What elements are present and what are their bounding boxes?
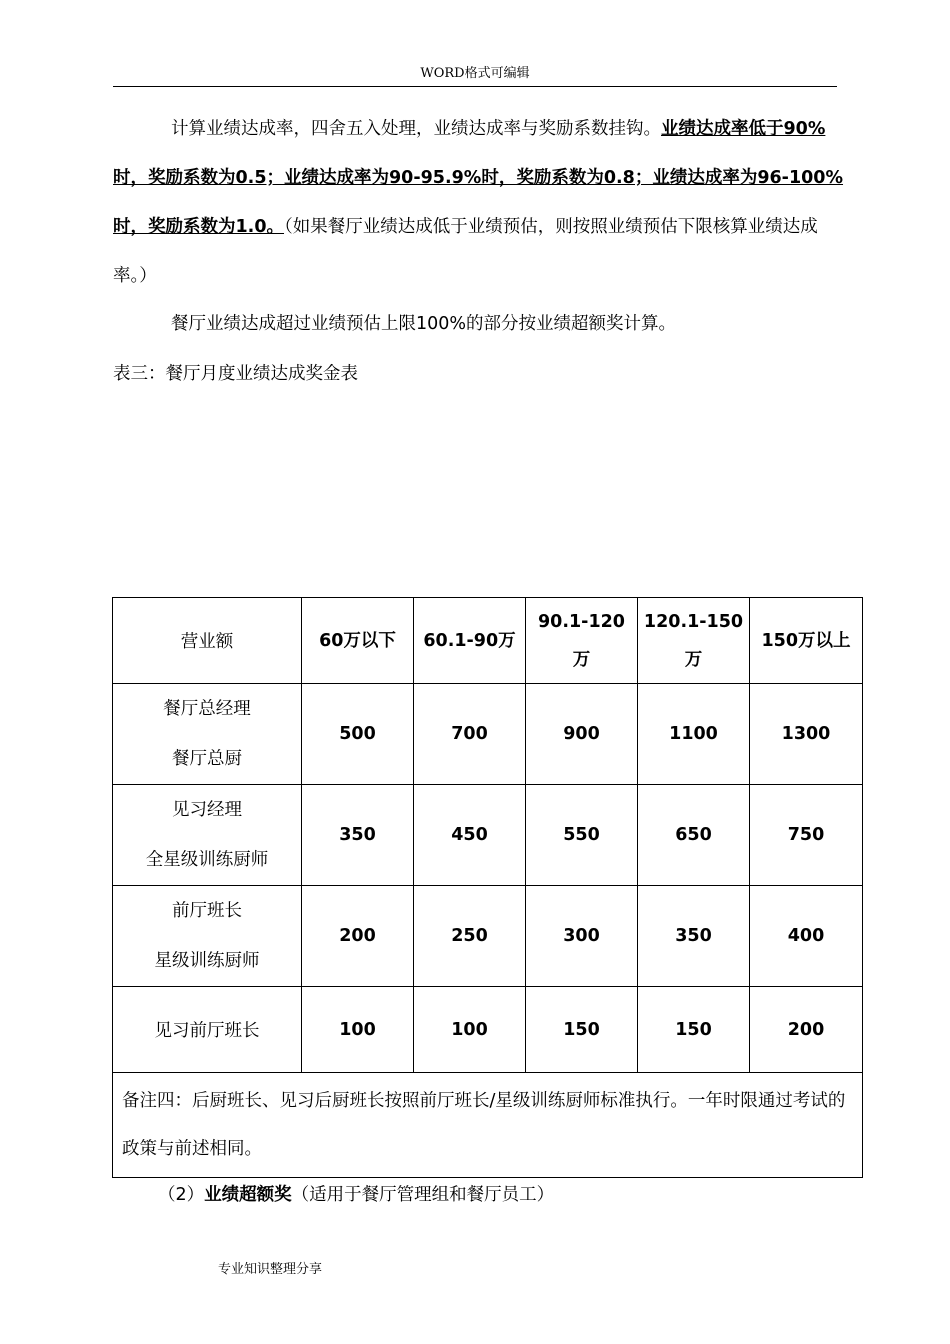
bonus-table xyxy=(112,597,863,1178)
page-header: WORD格式可编辑 xyxy=(113,62,837,87)
paragraph-lead: 计算业绩达成率，四舍五入处理，业绩达成率与奖励系数挂钩。 xyxy=(171,119,661,139)
paragraph-excess-text: 餐厅业绩达成超过业绩预估上限100%的部分按业绩超额奖计算。 xyxy=(171,314,677,334)
value-cell: 150 xyxy=(638,987,750,1073)
value-cell: 100 xyxy=(414,987,526,1073)
value-cell: 300 xyxy=(526,886,638,987)
value-cell: 100 xyxy=(302,987,414,1073)
value-cell: 150 xyxy=(526,987,638,1073)
subheading-suffix: （适用于餐厅管理组和餐厅员工） xyxy=(291,1185,555,1205)
value-cell: 700 xyxy=(414,684,526,785)
header-cell: 60万以下 xyxy=(302,598,414,684)
value-cell: 500 xyxy=(302,684,414,785)
value-cell: 350 xyxy=(302,785,414,886)
role-name: 星级训练厨师 xyxy=(154,951,260,971)
role-name: 前厅班长 xyxy=(172,901,242,921)
value-cell: 350 xyxy=(638,886,750,987)
role-name: 餐厅总经理 xyxy=(163,699,251,719)
value-cell: 450 xyxy=(414,785,526,886)
value-cell: 400 xyxy=(750,886,863,987)
value-cell: 250 xyxy=(414,886,526,987)
role-name: 餐厅总厨 xyxy=(172,749,242,769)
header-cell xyxy=(638,598,750,684)
table-row xyxy=(113,886,863,987)
header-cell-revenue: 营业额 xyxy=(113,598,302,684)
paragraph-emphasis: 业绩达成率低于90%时，奖励系数为0.5；业绩达成率为90-95.9%时，奖励系数为0.8；业绩达成率为96-100%时，奖励系数为1.0。 xyxy=(113,119,844,237)
paragraph-excess xyxy=(113,300,843,349)
paragraph-achievement-rate xyxy=(113,105,843,301)
header-cell-text: 120.1-150万 xyxy=(643,611,744,670)
value-cell: 1300 xyxy=(750,684,863,785)
table-row xyxy=(113,785,863,886)
value-cell: 550 xyxy=(526,785,638,886)
table-header-row xyxy=(113,598,863,684)
header-cell: 60.1-90万 xyxy=(414,598,526,684)
value-cell: 750 xyxy=(750,785,863,886)
table-note: 备注四：后厨班长、见习后厨班长按照前厅班长/星级训练厨师标准执行。一年时限通过考试的政策与前述相同。 xyxy=(113,1073,863,1178)
table-row xyxy=(113,987,863,1073)
value-cell: 900 xyxy=(526,684,638,785)
paragraph-tail: （如果餐厅业绩达成低于业绩预估，则按照业绩预估下限核算业绩达成率。） xyxy=(113,217,818,286)
role-name: 全星级训练厨师 xyxy=(145,850,269,870)
role-cell xyxy=(113,785,302,886)
value-cell: 1100 xyxy=(638,684,750,785)
header-cell-text: 90.1-120万 xyxy=(538,611,625,670)
role-name: 见习经理 xyxy=(172,800,242,820)
section-subheading xyxy=(158,1172,554,1218)
role-cell xyxy=(113,886,302,987)
table-note-row xyxy=(113,1073,863,1178)
value-cell: 200 xyxy=(302,886,414,987)
role-cell xyxy=(113,684,302,785)
header-cell xyxy=(526,598,638,684)
subheading-bold: 业绩超额奖 xyxy=(204,1185,292,1205)
header-cell: 150万以上 xyxy=(750,598,863,684)
table-row xyxy=(113,684,863,785)
role-cell xyxy=(113,987,302,1073)
page-footer: 专业知识整理分享 xyxy=(218,1262,323,1277)
value-cell: 200 xyxy=(750,987,863,1073)
table-caption: 表三：餐厅月度业绩达成奖金表 xyxy=(113,364,358,384)
subheading-prefix: （2） xyxy=(158,1185,205,1205)
role-name: 见习前厅班长 xyxy=(154,1021,260,1041)
value-cell: 650 xyxy=(638,785,750,886)
